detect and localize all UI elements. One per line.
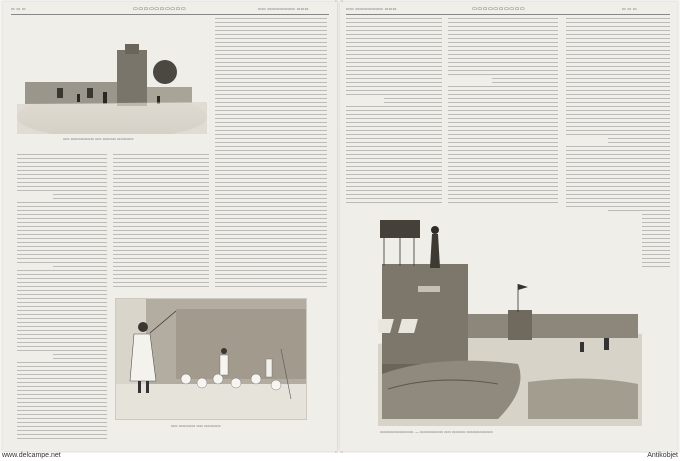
left-header-rule: [11, 14, 329, 15]
fort-caption: ▭▭▭▭▭▭▭▭▭▭. — ▭▭▭▭▭▭▭ ▭▭ ▭▭▭▭ ▭▭▭▭▭▭▭▭: [380, 430, 493, 434]
right-page-number: ▭ ▭ ▭: [622, 6, 637, 11]
delcampe-url[interactable]: www.delcampe.net: [2, 452, 61, 459]
watermark-footer: [0, 453, 680, 461]
left-text-col-3-upper: [215, 18, 327, 290]
right-date: ▭▭ ▭▭▭▭▭▭▭ ▭▭▭: [346, 6, 397, 11]
left-page-number: ▭ ▭ ▭: [11, 6, 26, 11]
mosque-illustration: [17, 42, 207, 134]
mosque-caption: ▭▭ ▭▭▭▭▭▭▭ ▭▭ ▭▭▭▭ ▭▭▭▭▭: [63, 137, 134, 141]
figures-illustration: [115, 298, 307, 420]
mosque-drawing: [17, 42, 207, 134]
left-text-col-1: [17, 154, 107, 442]
right-text-col-1: [346, 18, 442, 203]
figures-drawing: [116, 299, 306, 419]
right-running-title: ▭▭▭▭▭▭▭▭▭▭: [472, 6, 526, 12]
fort-illustration: [378, 214, 642, 426]
left-date: ▭▭ ▭▭▭▭▭▭▭ ▭▭▭: [258, 6, 309, 11]
right-page: [340, 2, 677, 451]
left-running-title: ▭▭▭▭▭▭▭▭▭▭: [133, 6, 187, 12]
seller-name: Antikobjet: [647, 452, 678, 459]
fort-drawing: [378, 214, 642, 426]
right-header-rule: [346, 14, 670, 15]
left-text-col-2: [113, 154, 209, 289]
figures-caption: ▭▭ ▭▭▭▭▭ ▭▭ ▭▭▭▭▭: [171, 424, 221, 428]
left-page: [3, 2, 337, 451]
right-text-col-2: [448, 18, 558, 203]
